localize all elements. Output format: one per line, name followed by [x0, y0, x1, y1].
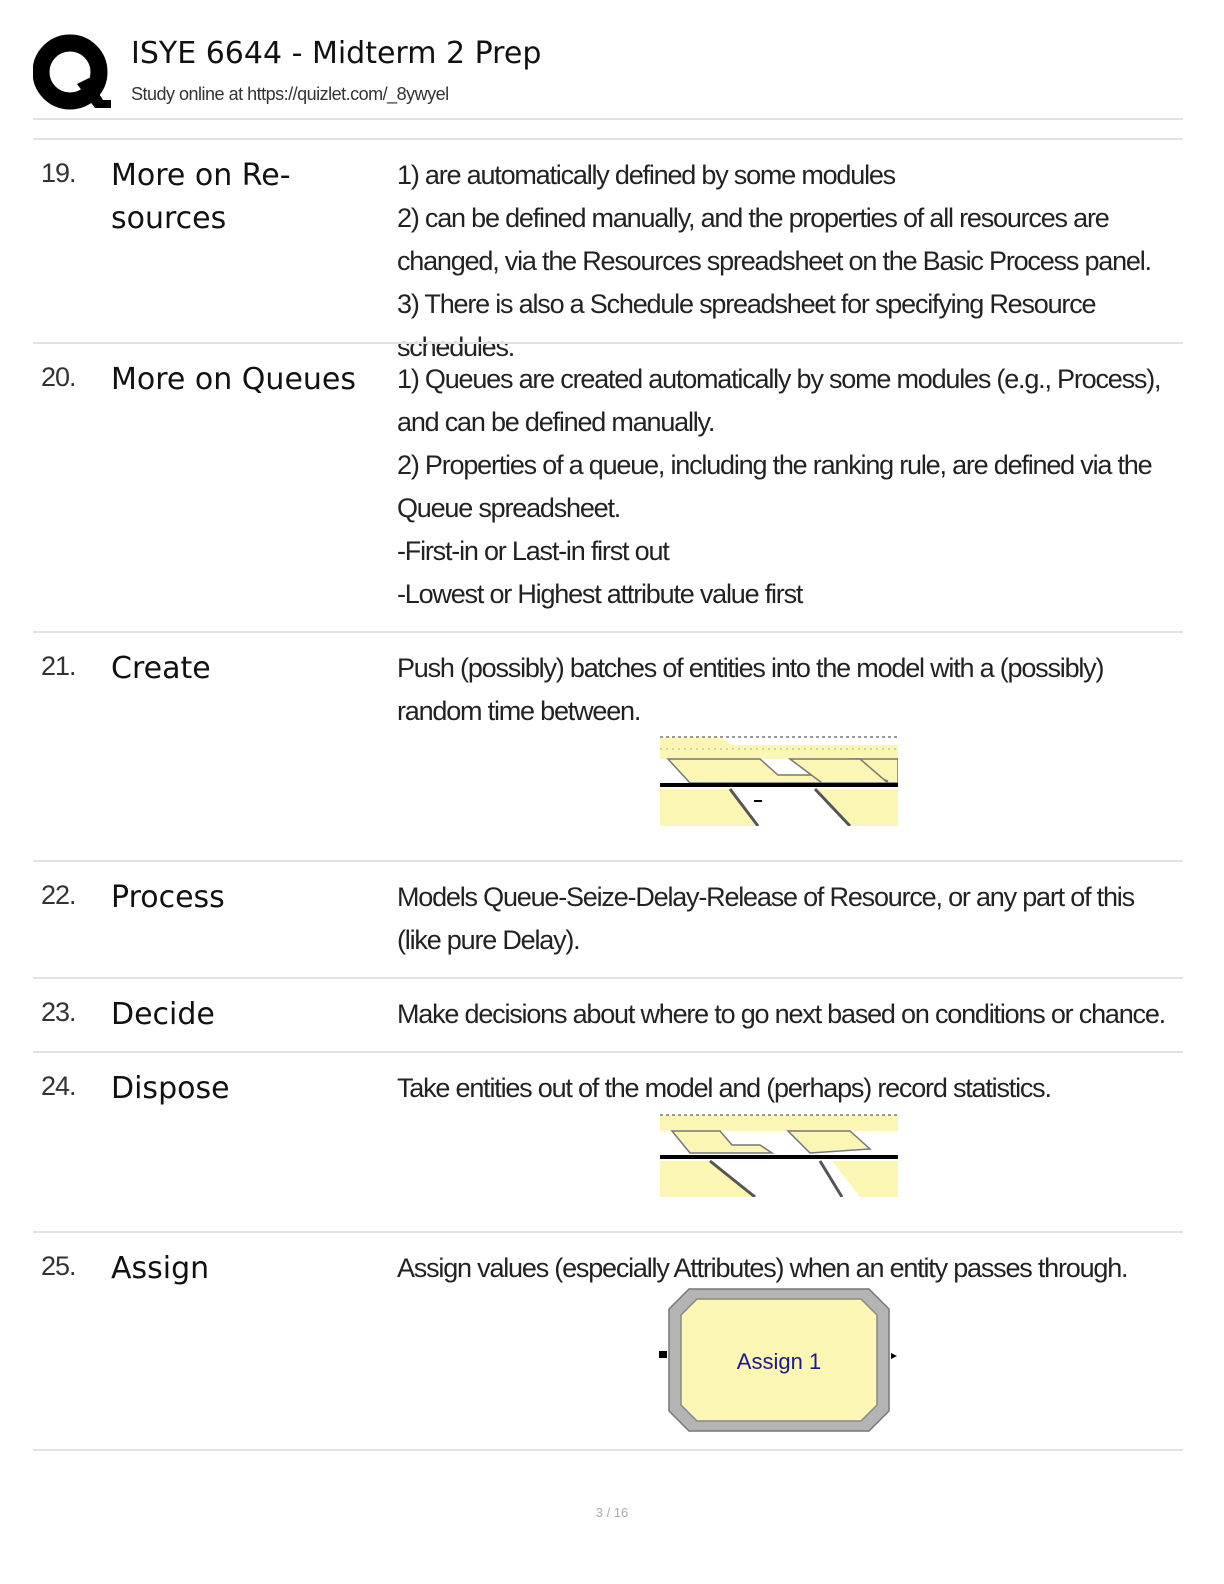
card-definition	[397, 876, 1182, 962]
card-number: 19.	[41, 158, 76, 188]
flashcard-20	[33, 342, 1183, 631]
definition-line: 1) are automatically defined by some modules	[397, 160, 895, 190]
card-definition	[397, 647, 1182, 733]
card-term: More on Queues	[111, 362, 356, 397]
card-definition	[397, 1067, 1182, 1110]
card-number: 21.	[41, 651, 76, 681]
assign-module-label: Assign 1	[736, 1349, 822, 1374]
card-term: Dispose	[111, 1071, 230, 1106]
card-number: 23.	[41, 997, 76, 1027]
flashcard-22	[33, 860, 1183, 977]
page-header	[33, 30, 1183, 120]
card-number: 24.	[41, 1071, 76, 1101]
card-term: Create	[111, 651, 211, 686]
definition-line: 1) Queues are created automatically by some modules (e.g., Process), and can be defined manually.	[397, 364, 1161, 437]
card-number: 20.	[41, 362, 76, 392]
definition-line: 2) Properties of a queue, including the ranking rule, are defined via the Queue spreadsheet.	[397, 450, 1152, 523]
definition-line: -Lowest or Highest attribute value first	[397, 579, 803, 609]
flashcard-25	[33, 1231, 1183, 1451]
flashcard-23	[33, 977, 1183, 1051]
definition-line: Make decisions about where to go next based on conditions or chance.	[397, 999, 1165, 1029]
definition-line: -First-in or Last-in first out	[397, 536, 669, 566]
definition-line: 3) There is also a Schedule spreadsheet for specifying Resource schedules.	[397, 289, 1096, 362]
card-definition	[397, 993, 1182, 1036]
definition-line: Models Queue-Seize-Delay-Release of Resource, or any part of this (like pure Delay).	[397, 882, 1134, 955]
flashcard-24	[33, 1051, 1183, 1231]
definition-line: 2) can be defined manually, and the properties of all resources are changed, via the Resources spreadsheet on the Basic Process panel.	[397, 203, 1151, 276]
flashcard-list	[33, 138, 1183, 1451]
card-term: Decide	[111, 997, 215, 1032]
card-definition	[397, 154, 1182, 369]
card-term: Process	[111, 880, 225, 915]
page-number: 3 / 16	[595, 1505, 629, 1520]
page-title: ISYE 6644 - Midterm 2 Prep	[131, 36, 542, 71]
card-definition	[397, 1247, 1182, 1290]
card-number: 25.	[41, 1251, 76, 1281]
card-term	[111, 154, 381, 240]
card-definition	[397, 358, 1182, 616]
definition-line: Assign values (especially Attributes) when an entity passes through.	[397, 1253, 1128, 1283]
arena-module-thumbnail-icon	[660, 1109, 898, 1197]
quizlet-q-logo-icon	[33, 34, 111, 112]
definition-line: Push (possibly) batches of entities into the model with a (possibly) random time between.	[397, 653, 1104, 726]
card-term: Assign	[111, 1251, 210, 1286]
assign-module-icon	[659, 1287, 899, 1433]
definition-line: Take entities out of the model and (perhaps) record statistics.	[397, 1073, 1051, 1103]
arena-module-thumbnail-icon	[660, 729, 898, 826]
flashcard-21	[33, 631, 1183, 860]
flashcard-19	[33, 138, 1183, 362]
card-number: 22.	[41, 880, 76, 910]
page-subtitle: Study online at https://quizlet.com/_8ywyel	[131, 84, 449, 104]
card-term-text: More on Re- sources	[111, 158, 291, 236]
